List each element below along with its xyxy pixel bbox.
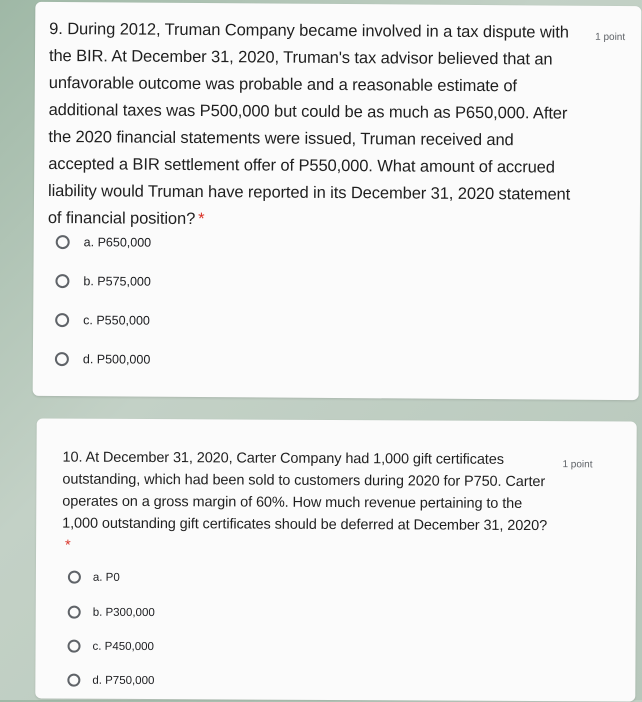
required-asterisk: * xyxy=(65,537,71,554)
question-text: 9. During 2012, Truman Company became involved in a tax dispute with the BIR. At December 31, 2020, Truman's tax advisor believed that an unfavorable outcome was probable and a reasonable estimate of additional taxes was P500,000 but could be as much as P650,000. After the 2020 financial statements were issued, Truman received and accepted a BIR settlement offer of P550,000. What amount of accrued liability would Truman have reported in its December 31, 2020 statement of financial position? * xyxy=(47,19,571,229)
question-text: 10. At December 31, 2020, Carter Company had 1,000 gift certificates outstanding, which had been sold to customers during 2020 for P750. Carter operates on a gross margin of 60%. How much revenue pertaining to the 1,000 outstanding gift certificates should be deferred at December 31, 2020?* xyxy=(62,449,548,554)
option-a[interactable] xyxy=(68,571,120,584)
option-b[interactable] xyxy=(68,606,155,619)
radio-button[interactable] xyxy=(56,235,70,249)
option-c[interactable] xyxy=(55,313,150,328)
option-c[interactable] xyxy=(68,640,154,653)
points-label: 1 point xyxy=(595,31,626,44)
radio-button[interactable] xyxy=(67,674,80,687)
option-label: a. P650,000 xyxy=(83,235,152,250)
radio-button[interactable] xyxy=(68,571,81,584)
option-label: d. P750,000 xyxy=(92,674,155,687)
option-label: b. P300,000 xyxy=(92,606,155,619)
option-label: b. P575,000 xyxy=(83,274,151,289)
option-label: c. P550,000 xyxy=(83,313,150,328)
points-label: 1 point xyxy=(562,459,593,471)
required-asterisk: * xyxy=(198,210,205,229)
option-d[interactable] xyxy=(55,352,151,367)
option-d[interactable] xyxy=(67,674,154,687)
radio-button[interactable] xyxy=(68,640,81,653)
option-label: a. P0 xyxy=(92,571,120,584)
radio-button[interactable] xyxy=(55,352,69,366)
radio-button[interactable] xyxy=(68,606,81,619)
option-b[interactable] xyxy=(55,274,151,289)
radio-button[interactable] xyxy=(55,274,69,288)
option-a[interactable] xyxy=(56,235,152,250)
radio-button[interactable] xyxy=(55,313,69,327)
option-label: d. P500,000 xyxy=(82,352,151,367)
question-card-9 xyxy=(33,2,642,400)
option-label: c. P450,000 xyxy=(92,640,154,653)
question-card-10 xyxy=(35,418,636,701)
